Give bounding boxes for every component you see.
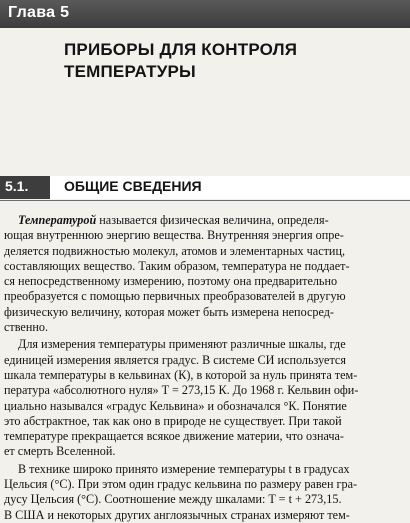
chapter-header-bar: [0, 0, 410, 28]
paragraph-line: пература «абсолютного нуля» T = 273,15 К. До 1968 г. Кельвин офи-: [4, 383, 359, 398]
section-divider: [0, 200, 410, 201]
section-number-box: [0, 176, 50, 199]
chapter-label: Глава 5: [8, 4, 70, 21]
paragraph-line: Температурой называется физическая величина, определя-: [18, 213, 329, 227]
paragraph-line: физическую величину, которая может быть измерена непосред-: [4, 304, 334, 319]
paragraph-line: преобразуется с помощью первичных преобразователей в другую: [4, 289, 346, 304]
paragraph-line: шкала температуры в кельвинах (К), в которой за нуль принята тем-: [4, 367, 358, 382]
defined-term: Температурой: [18, 213, 97, 227]
section-header: [0, 176, 410, 199]
paragraph-line: дусу Цельсия (°С). Соотношение между шкалами: T = t + 273,15.: [4, 492, 342, 507]
paragraph-line: циально назывался «градус Кельвина» и обозначался °К. Понятие: [4, 398, 347, 413]
paragraph-line: В технике широко принято измерение температуры t в градусах: [18, 461, 350, 476]
chapter-title-line-1: ПРИБОРЫ ДЛЯ КОНТРОЛЯ: [64, 40, 298, 59]
paragraph-line: ся непосредственному измерению, поэтому она предварительно: [4, 274, 338, 289]
paragraph-line: составляющих вещество. Таким образом, температура не поддает-: [4, 258, 350, 273]
paragraph-line: это абстрактное, так как оно в природе не существует. При такой: [4, 413, 342, 428]
section-number: 5.1.: [5, 178, 29, 194]
paragraph-3: [4, 462, 400, 523]
paragraph-line: единицей измерения является градус. В системе СИ используется: [4, 352, 346, 367]
paragraph-line: ет смерть Вселенной.: [4, 444, 116, 459]
section-title: ОБЩИЕ СВЕДЕНИЯ: [64, 178, 202, 194]
chapter-title: [64, 39, 297, 83]
paragraph-line: Для измерения температуры применяют различные шкалы, где: [18, 337, 346, 352]
paragraph-line: ющая внутреннюю энергию вещества. Внутренняя энергия опре-: [4, 228, 344, 243]
paragraph-line: ственно.: [4, 320, 49, 335]
paragraph-line: Цельсия (°С). При этом один градус кельвина по размеру равен гра-: [4, 477, 358, 492]
paragraph-2: [4, 337, 400, 459]
paragraph-line: деляется подвижностью молекул, атомов и элементарных частиц,: [4, 243, 346, 258]
paragraph-line: температуре прекращается всякое движение материи, что означа-: [4, 429, 344, 444]
chapter-title-line-2: ТЕМПЕРАТУРЫ: [64, 62, 196, 81]
paragraph-1: [4, 213, 400, 335]
body-text: [4, 213, 400, 523]
paragraph-line: В США и некоторых других англоязычных странах измеряют тем-: [4, 507, 350, 522]
